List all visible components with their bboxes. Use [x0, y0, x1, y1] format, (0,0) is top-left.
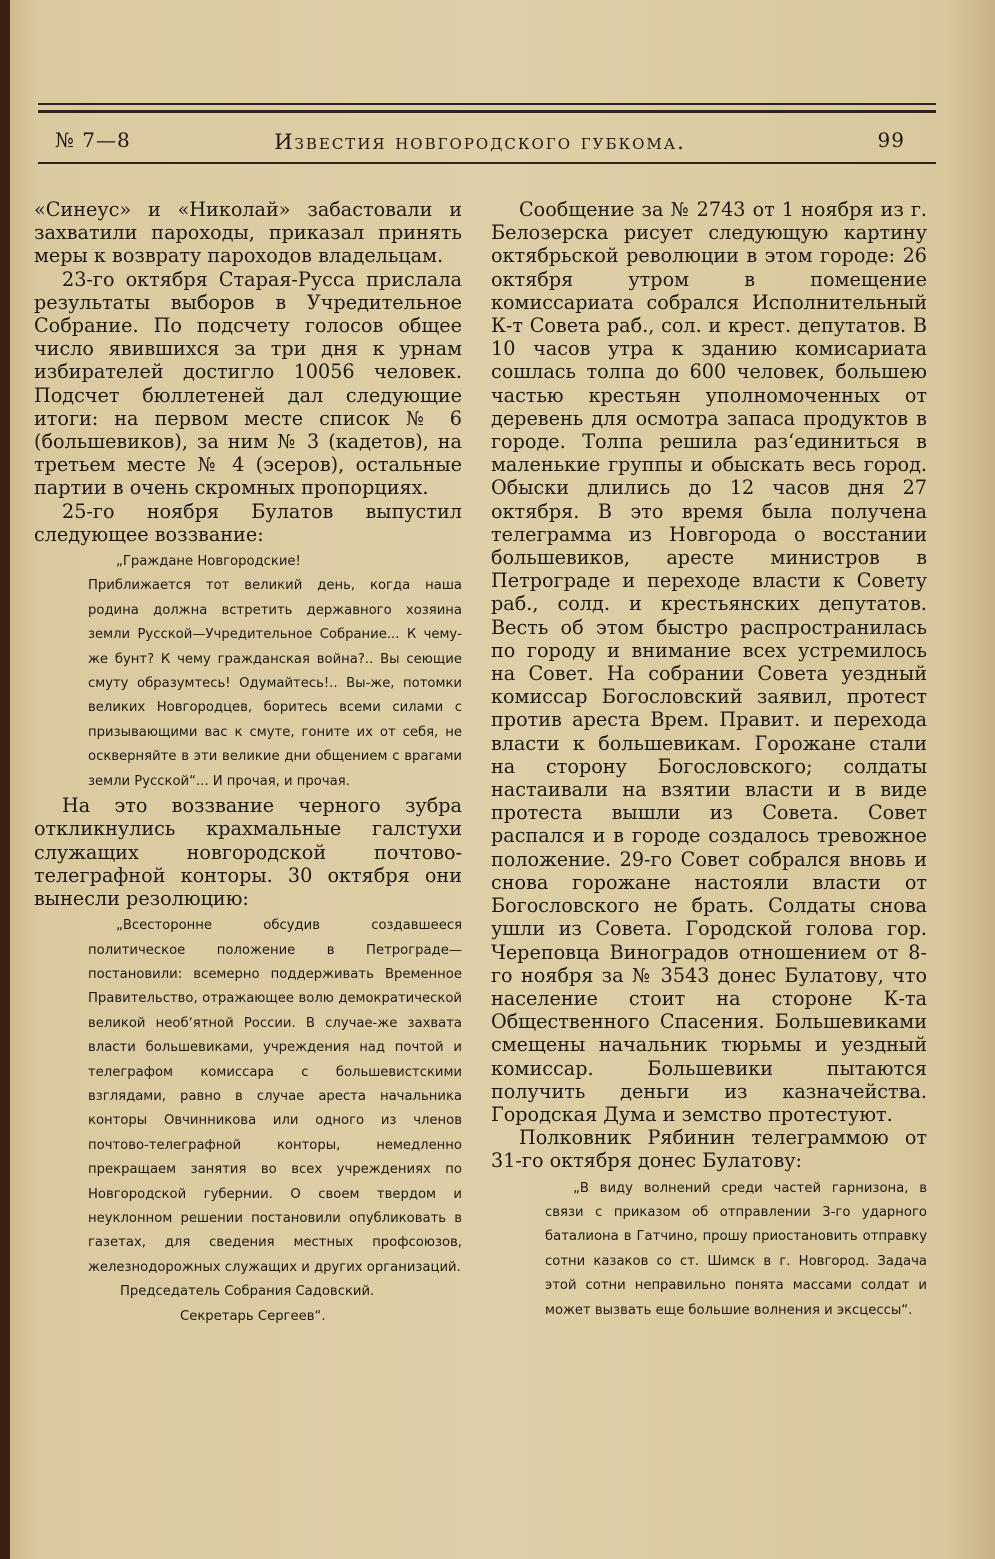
running-header	[55, 128, 905, 158]
paragraph: Сообщение за № 2743 от 1 ноября из г. Белозерска рисует следующую картину октябрьской революции в этом городе: 26 октября утром в помещение комиссариата собрался Исполнительный К-т Совета раб., сол. и крест. депутатов. В 10 часов утра к зданию комисариата сошлась толпа до 600 человек, большею частью крестьян уполномоченных от деревень для осмотра запаса продуктов в городе. Толпа решила раз‘единиться в маленькие группы и обыскать весь город. Обыски длились до 12 часов дня 27 октября. В это время была получена телеграмма из Новгорода о восстании большевиков, аресте министров в Петрограде и переходе власти к Совету раб., солд. и крестьянских депутатов. Весть об этом быстро распространилась по городу и внимание всех устремилось на Совет. На собрании Совета уездный комиссар Богословский заявил, протест против ареста Врем. Правит. и перехода власти к большевикам. Горожане стали на сторону Богословского; солдаты настаивали на взятии власти и в виде протеста вышли из Совета. Совет распался и в городе создалось тревожное положение. 29-го Совет собрался вновь и снова горожане настояли власти от Богословского не брать. Солдаты снова ушли из Совета. Городской голова гор. Череповца Виноградов отношением от 8-го ноября за № 3543 донес Булатову, что население стоит на стороне К-та Общественного Спасения. Большевиками смещены начальник тюрьмы и уездный комиссар. Большевики пытаются получить деньги из казначейства. Городская Дума и земство протестуют.	[491, 198, 927, 1126]
quote-text: „Всесторонне обсудив создавшееся политическое положение в Петрограде—постановили: всемерно поддерживать Временное Правительство, отражающее волю демократической великой необ‘ятной России. В случае-же захвата власти большевиками, учреждения над почтой и телеграфом комиссара с большевистскими взглядами, равно в случае ареста начальника конторы Овчинникова или одного из членов почтово-телеграфной конторы, немедленно прекращаем занятия во всех учреждениях по Новгородской губернии. О своем твердом и неуклонном решении постановили опубликовать в газетах, для сведения местных профсоюзов, железнодорожных служащих и других организаций.	[88, 918, 462, 1275]
page-number: 99	[877, 128, 905, 152]
header-rule-top-thick	[38, 110, 936, 113]
quote-text: „В виду волнений среди частей гарнизона, в связи с приказом об отправлении 3-го ударного баталиона в Гатчино, прошу приостановить отправку сотни казаков со ст. Шимск в г. Новгород. Задача этой сотни неправильно понята массами солдат и может вызвать еще большие волнения и эксцессы“.	[545, 1180, 927, 1318]
signature-secretary: Секретарь Сергеев“.	[180, 1308, 326, 1324]
quote-text: Приближается тот великий день, когда наша родина должна встретить державного хозяина земли Русской—Учредительное Собрание... К чему-же бунт? К чему гражданская война?.. Вы сеющие смуту образумтесь! Одумайтесь!.. Вы-же, потомки великих Новгородцев, боритесь всеми силами с призывающими вас к смуте, гоните их от себя, не оскверняйте в эти великие дни общением с врагами земли Русской“... И прочая, и прочая.	[88, 578, 462, 789]
signature-chair: Председатель Собрания Садовский.	[120, 1284, 375, 1300]
paragraph: Полковник Рябинин телеграммою от 31-го октября донес Булатову:	[491, 1126, 927, 1173]
paragraph: 23-го октября Старая-Русса прислала результаты выборов в Учредительное Собрание. По подсчету голосов общее число явившихся за три дня к урнам избирателей достигло 10056 человек. Подсчет бюллетеней дал следующие итоги: на первом месте список № 6 (большевиков), за ним № 3 (кадетов), на третьем месте № 4 (эсеров), остальные партии в очень скромных пропорциях.	[34, 267, 462, 500]
paragraph: «Синеус» и «Николай» забастовали и захватили пароходы, приказал принять меры к возврату пароходов владельцам.	[34, 198, 462, 268]
binding-edge	[0, 0, 10, 1559]
journal-title: Известия новгородского губкома.	[274, 130, 686, 154]
header-rule-top	[38, 103, 936, 105]
left-column	[34, 198, 462, 1329]
right-column	[491, 198, 927, 1323]
paragraph: На это воззвание черного зубра откликнулись крахмальные галстухи служащих новгородской почтово-телеграфной конторы. 30 октября они вынесли резолюцию:	[34, 794, 462, 910]
quote-heading: „Граждане Новгородские!	[116, 554, 301, 570]
issue-number: № 7—8	[55, 128, 131, 152]
header-rule-bottom	[38, 162, 936, 164]
paragraph: 25-го ноября Булатов выпустил следующее воззвание:	[34, 499, 462, 546]
